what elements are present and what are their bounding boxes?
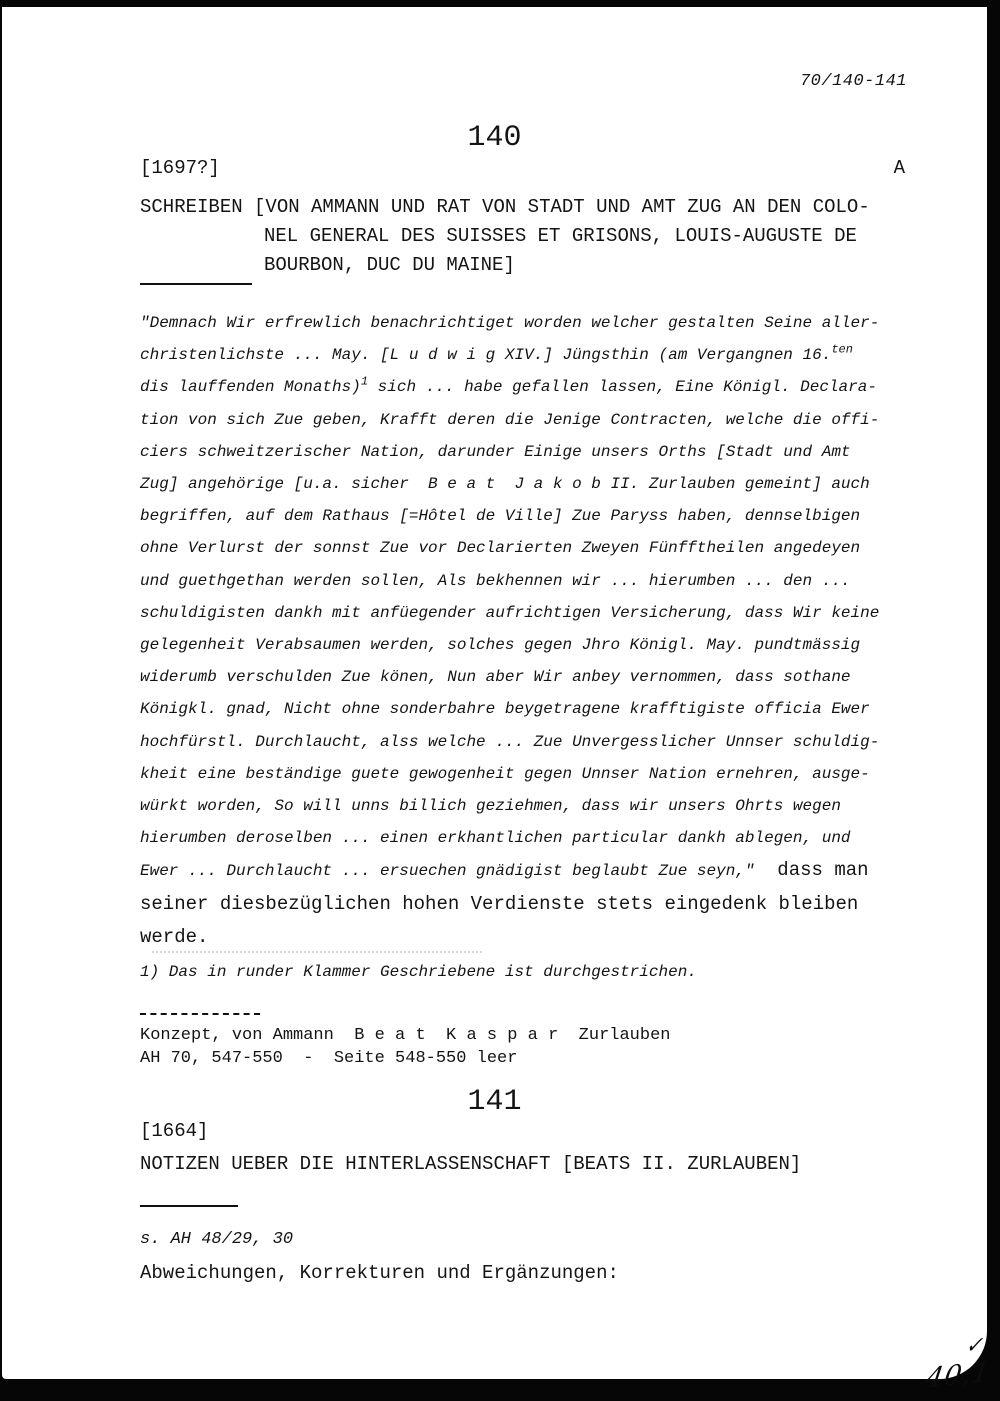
separator-rule-2	[140, 1013, 260, 1015]
entry-140-title: SCHREIBEN [VON AMMANN UND RAT VON STADT UND AMT ZUG AN DEN COLO- NEL GENERAL DES SUISSES ET GRISONS, LOUIS-AUGUSTE DE BOURBON, DUC DU MAINE]	[140, 196, 870, 276]
faint-dotted-separator	[152, 951, 482, 953]
entry-141-reference: s. AH 48/29, 30	[140, 1230, 294, 1249]
entry-140-colophon: Konzept, von Ammann B e a t K a s p a r Zurlauben AH 70, 547-550 - Seite 548-550 leer	[140, 1026, 671, 1068]
entry-141-note: Abweichungen, Korrekturen und Ergänzungen:	[140, 1262, 619, 1284]
entry-140-date: [1697?]	[140, 157, 220, 179]
page-reference: 70/140-141	[799, 72, 907, 91]
handwritten-number: 40,1	[924, 1356, 993, 1395]
entry-140-number: 140	[467, 121, 522, 155]
entry-141-date: [1664]	[140, 1120, 209, 1142]
handwritten-annotation	[915, 1333, 1000, 1393]
entry-141-number: 141	[467, 1085, 522, 1119]
entry-141-title: NOTIZEN UEBER DIE HINTERLASSENSCHAFT [BEATS II. ZURLAUBEN]	[140, 1153, 802, 1175]
separator-rule-3	[140, 1205, 238, 1207]
entry-140-letter: A	[893, 157, 905, 179]
document-page	[2, 7, 993, 1395]
entry-140-footnote: 1) Das in runder Klammer Geschriebene ist durchgestrichen.	[140, 963, 697, 981]
checkmark-icon: ✓	[964, 1332, 984, 1359]
entry-140-body: "Demnach Wir erfrewlich benachrichtiget worden welcher gestalten Seine aller- christenlichste ... May. [L u d w i g XIV.] Jüngsthin (am Vergangnen 16.$^{ten}$ dis lauffenden Monaths)$^1$ sich ... habe gefallen lassen, Eine Königl. Declara- tion von sich Zue geben, Krafft deren die Jenige Contracten, welche die offi- ciers schweitzerischer Nation, darunder Einige unsers Orths [Stadt und Amt Zug] angehörige [u.a. sicher B e a t J a k o b II. Zurlauben gemeint] auch begriffen, auf dem Rathaus [=Hôtel de Ville] Zue Paryss haben, dennselbigen ohne Verlurst der sonnst Zue vor Declarierten Zweyen Fünfftheilen angedeyen und guethgethan werden sollen, Als bekhennen wir ... hierumben ... den ... schuldigisten dankh mit anfüegender aufrichtigen Versicherung, dass Wir keine gelegenheit Verabsaumen werden, solches gegen Jhro Königl. May. pundtmässig widerumb verschulden Zue könen, Nun aber Wir anbey vernommen, dass sothane Königkl. gnad, Nicht ohne sonderbahre beygetragene krafftigiste officia Ewer hochfürstl. Durchlaucht, alss welche ... Zue Unvergesslicher Unnser schuldig- kheit eine beständige guete gewogenheit gegen Unnser Nation ernehren, ausge- würkt worden, So will unns billich geziehmen, dass wir unsers Ohrts wegen hierumben deroselben ... einen erkhantlichen particular dankh ablegen, und Ewer ... Durchlaucht ... ersuechen gnädigist beglaubt Zue seyn," dass man seiner diesbezüglichen hohen Verdienste stets eingedenk bleiben werde.	[140, 314, 880, 948]
separator-rule-1	[140, 283, 252, 285]
